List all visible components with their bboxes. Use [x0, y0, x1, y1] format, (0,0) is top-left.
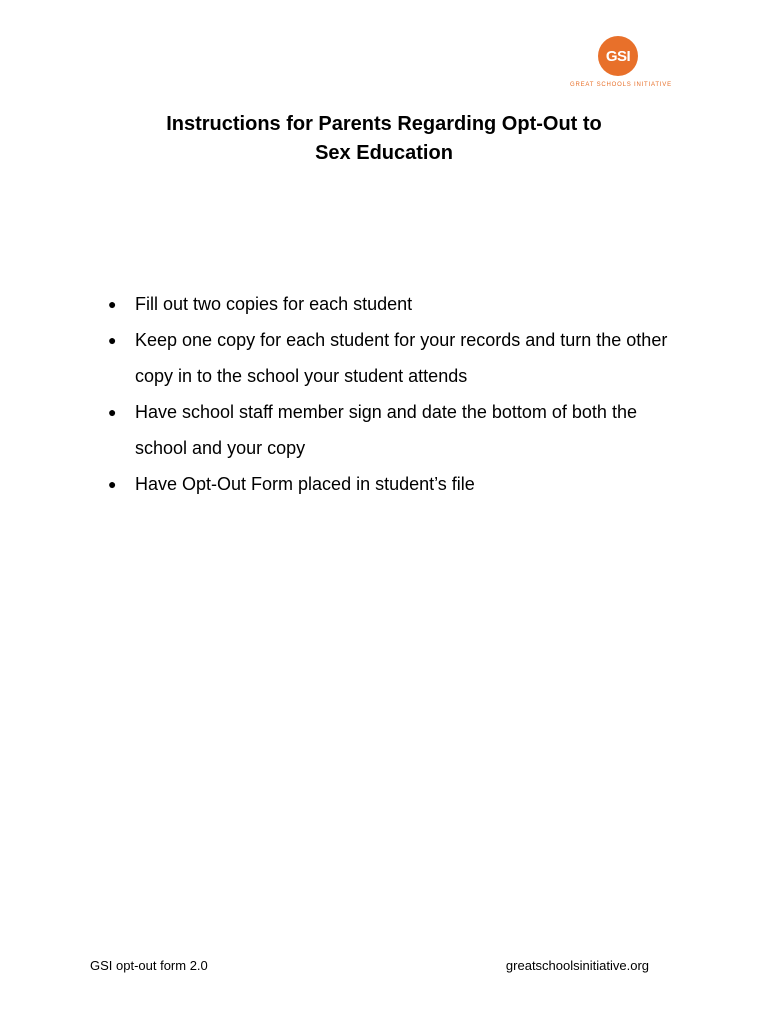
page-title-line-1: Instructions for Parents Regarding Opt-Out to	[166, 113, 602, 135]
bullet-icon: ●	[108, 296, 117, 312]
instruction-item	[108, 466, 688, 502]
bullet-icon: ●	[108, 476, 117, 492]
bullet-icon: ●	[108, 404, 117, 420]
instruction-item	[108, 394, 688, 466]
instruction-text: Have school staff member sign and date the bottom of both the school and your copy	[135, 402, 637, 458]
gsi-logo-mark: GSI	[605, 47, 631, 65]
footer-form-version: GSI opt-out form 2.0	[90, 958, 208, 973]
bullet-icon: ●	[108, 332, 117, 348]
instruction-text: Have Opt-Out Form placed in student’s file	[135, 474, 475, 494]
instruction-item	[108, 322, 688, 394]
instruction-text: Keep one copy for each student for your records and turn the other copy in to the school your student attends	[135, 330, 668, 386]
footer-website: greatschoolsinitiative.org	[505, 958, 649, 973]
gsi-logo-tagline: GREAT SCHOOLS INITIATIVE	[570, 82, 672, 88]
page-title-line-2: Sex Education	[315, 142, 453, 164]
instruction-item	[108, 286, 688, 322]
page-title	[100, 110, 668, 168]
gsi-logo	[570, 36, 672, 96]
gsi-logo-circle	[598, 36, 638, 76]
instruction-list	[108, 286, 688, 502]
instruction-text: Fill out two copies for each student	[135, 294, 413, 314]
